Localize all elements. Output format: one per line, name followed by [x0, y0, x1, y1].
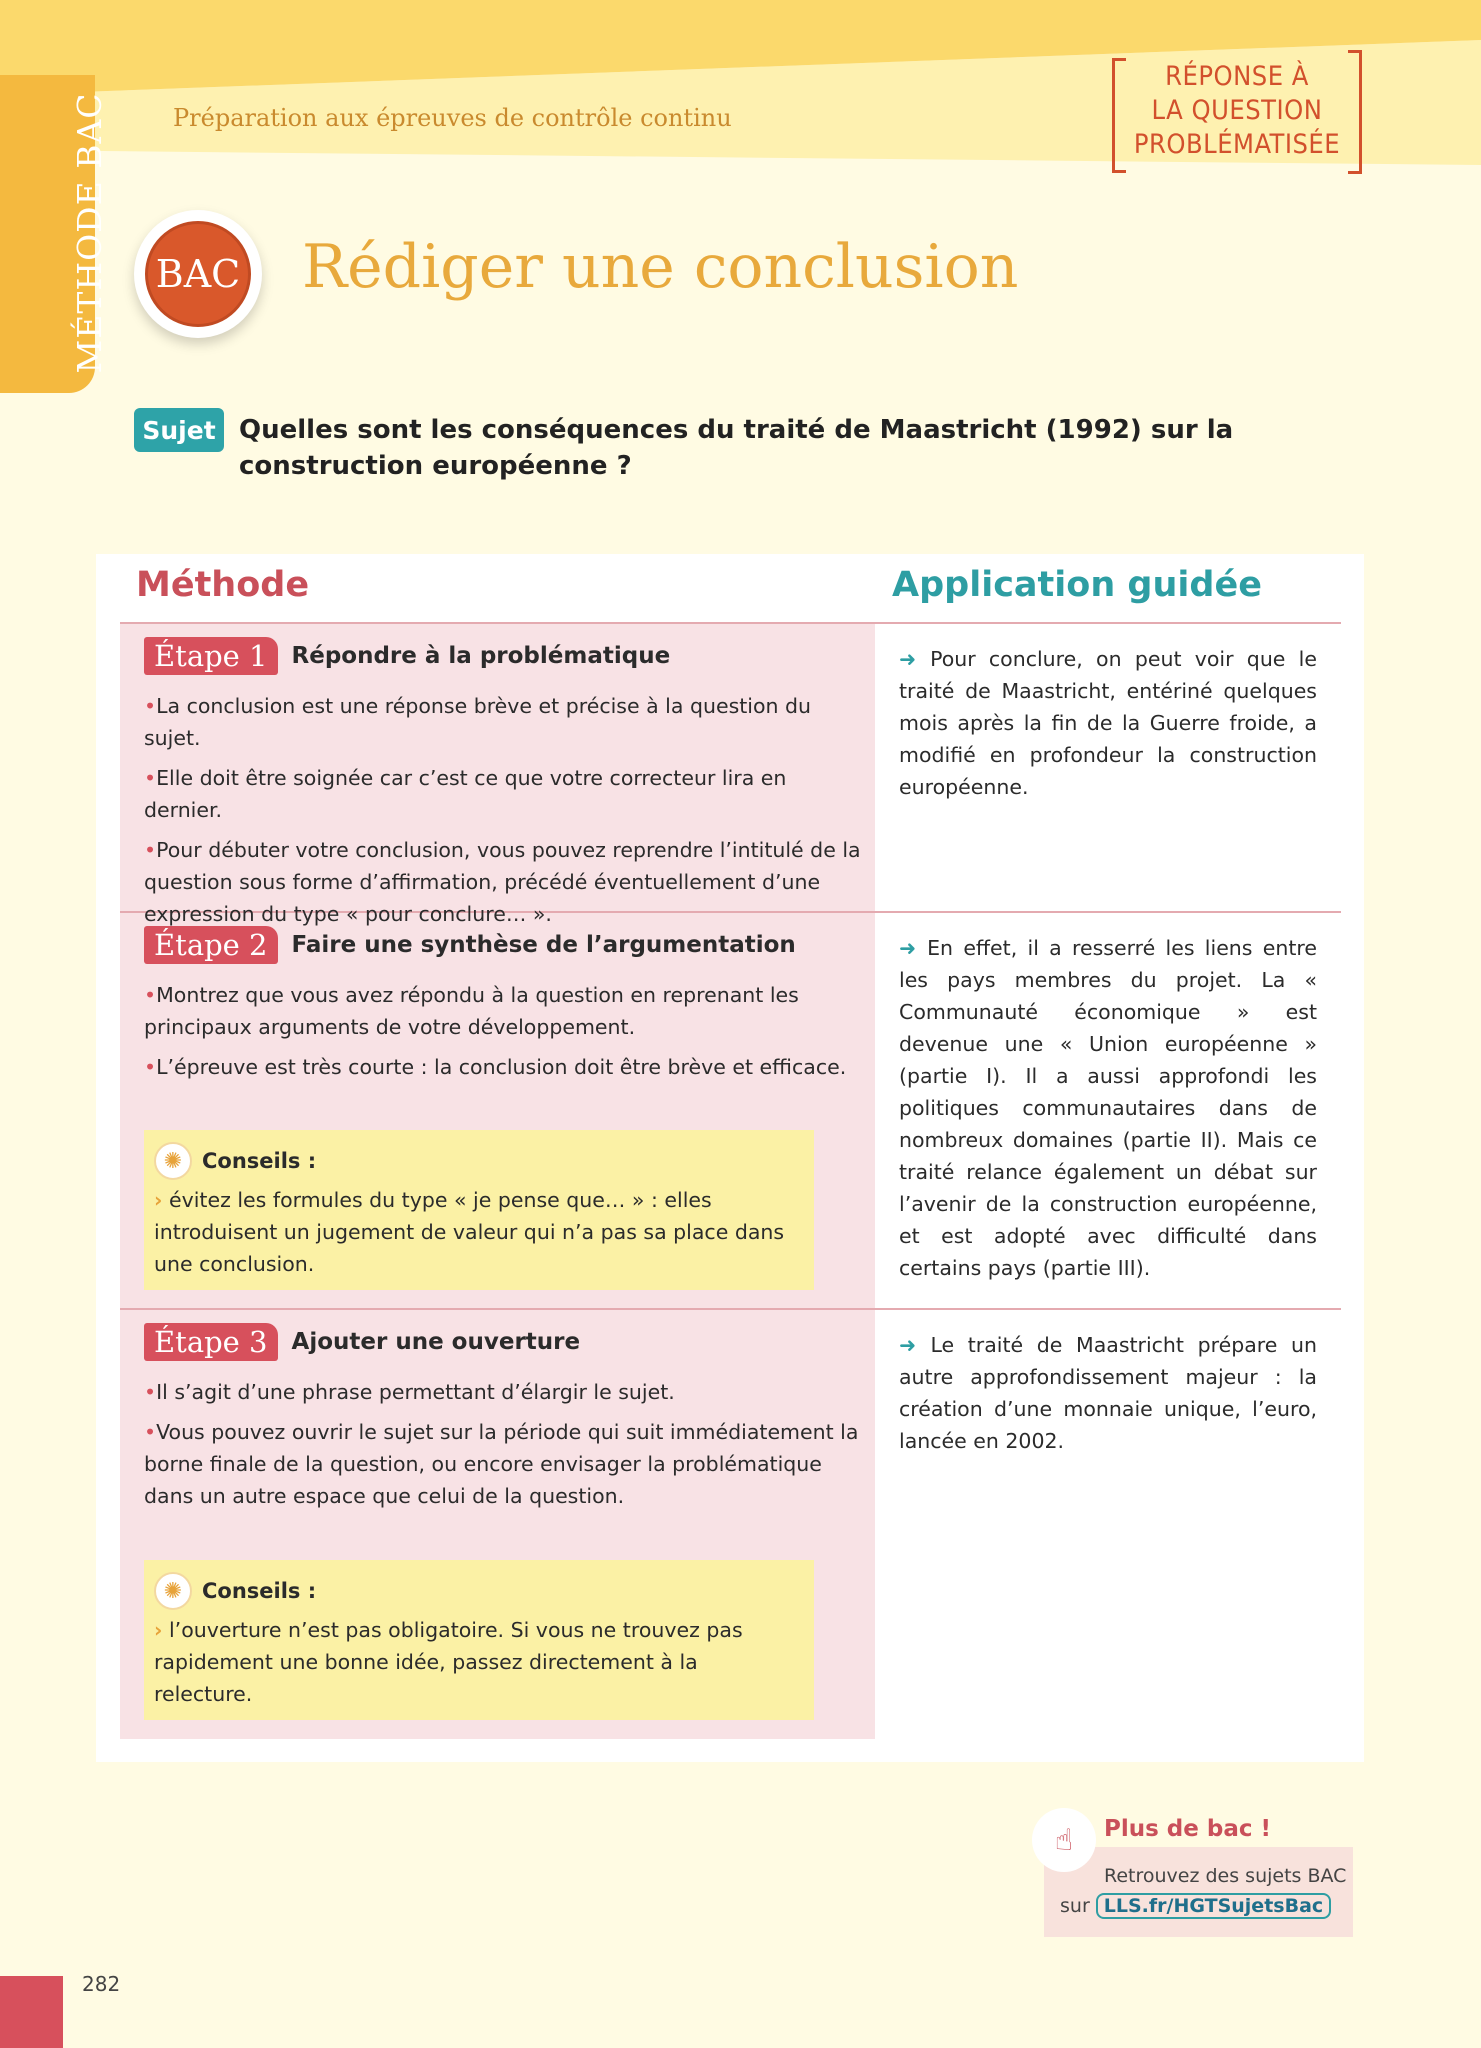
plus-de-bac-prefix: sur: [1060, 1895, 1090, 1917]
plus-de-bac-link-line: [1060, 1893, 1331, 1919]
etape-2-header: [144, 926, 796, 964]
divider: [120, 1308, 1341, 1310]
etape-3-text: •Il s’agit d’une phrase permettant d’élargir le sujet. •Vous pouvez ouvrir le sujet sur la période qui suit immédiatement la borne finale de la question, ou encore envisager la problématique dans un autre espace que celui de la question.: [144, 1380, 859, 1508]
bullet-text: Vous pouvez ouvrir le sujet sur la période qui suit immédiatement la borne finale de la question, ou encore envisager la problématique dans un autre espace que celui de la question.: [144, 1420, 859, 1508]
application-heading: Application guidée: [892, 565, 1262, 605]
reponse-line: RÉPONSE À: [1165, 61, 1309, 92]
lightbulb-icon: ✺: [154, 1142, 192, 1180]
application-text: En effet, il a resserré les liens entre les pays membres du projet. La « Communauté économique » est devenue une « Union européenne » (partie I). Il a aussi approfondi les politiques communautaires dans de nombreux domaines (partie II). Mais ce traité relance également un débat sur l’avenir de la construction européenne, et est adopté avec difficulté dans certains pays (partie III).: [899, 936, 1317, 1280]
application-1: [899, 643, 1317, 803]
arrow-icon: ➜: [899, 1333, 931, 1357]
application-2: [899, 932, 1317, 1284]
bullet-text: Elle doit être soignée car c’est ce que votre correcteur lira en dernier.: [144, 766, 787, 822]
page-number: 282: [82, 1972, 121, 1996]
etape-3-header: [144, 1323, 580, 1361]
conseil-text: l’ouverture n’est pas obligatoire. Si vous ne trouvez pas rapidement une bonne idée, passez directement à la relecture.: [154, 1618, 743, 1706]
application-text: Le traité de Maastricht prépare un autre approfondissement majeur : la création d’une monnaie unique, l’euro, lancée en 2002.: [899, 1333, 1317, 1453]
divider: [120, 622, 1341, 624]
chevron-right-icon: ›: [154, 1618, 163, 1642]
etape-title: Faire une synthèse de l’argumentation: [291, 932, 796, 958]
page-title: Rédiger une conclusion: [302, 232, 1019, 302]
conseil-box: [144, 1560, 814, 1720]
etape-tag: Étape 2: [144, 926, 278, 964]
etape-title: Répondre à la problématique: [291, 643, 671, 669]
bullet-text: Pour débuter votre conclusion, vous pouvez reprendre l’intitulé de la question sous forme d’affirmation, précédé éventuellement d’une expression du type « pour conclure… ».: [144, 838, 861, 926]
etape-1-header: [144, 637, 670, 675]
page-corner-mark: [0, 1976, 63, 2048]
bullet-text: L’épreuve est très courte : la conclusion doit être brève et efficace.: [156, 1055, 847, 1079]
side-tab-label: MÉTHODE BAC: [70, 92, 109, 374]
bullet-text: La conclusion est une réponse brève et précise à la question du sujet.: [144, 694, 812, 750]
application-3: [899, 1329, 1317, 1457]
chevron-right-icon: ›: [154, 1188, 163, 1212]
conseil-box: [144, 1130, 814, 1290]
methode-heading: Méthode: [136, 565, 310, 605]
conseil-text: évitez les formules du type « je pense que… » : elles introduisent un jugement de valeur qui n’a pas sa place dans une conclusion.: [154, 1188, 785, 1276]
arrow-icon: ➜: [899, 647, 931, 671]
application-text: Pour conclure, on peut voir que le traité de Maastricht, entériné quelques mois après la fin de la Guerre froide, a modifié en profondeur la construction européenne.: [899, 647, 1317, 799]
arrow-icon: ➜: [899, 936, 928, 960]
reponse-line: LA QUESTION: [1151, 95, 1323, 126]
bullet-text: Il s’agit d’une phrase permettant d’élargir le sujet.: [156, 1380, 675, 1404]
conseil-title: Conseils :: [202, 1579, 317, 1603]
reponse-line: PROBLÉMATISÉE: [1133, 129, 1341, 160]
pointing-hand-icon: ☝: [1032, 1808, 1096, 1872]
etape-1-text: •La conclusion est une réponse brève et précise à la question du sujet. •Elle doit être soignée car c’est ce que votre correcteur lira en dernier. •Pour débuter votre conclusion, vous pouvez reprendre l’intitulé de la question sous forme d’affirmation, précédé éventuellement d’une expression du type « pour conclure… ».: [144, 694, 861, 926]
etape-title: Ajouter une ouverture: [291, 1329, 581, 1355]
plus-de-bac-title: Plus de bac !: [1104, 1816, 1271, 1842]
sujet-tag: Sujet: [134, 408, 224, 452]
sujets-bac-link[interactable]: LLS.fr/HGTSujetsBac: [1096, 1893, 1331, 1919]
etape-tag: Étape 3: [144, 1323, 278, 1361]
bac-badge: [134, 210, 262, 338]
conseil-title: Conseils :: [202, 1149, 317, 1173]
sujet-question: Quelles sont les conséquences du traité de Maastricht (1992) sur la construction européenne ?: [239, 415, 1234, 481]
plus-de-bac-box: [1044, 1847, 1353, 1937]
reponse-stamp: [1112, 50, 1362, 176]
bullet-text: Montrez que vous avez répondu à la question en reprenant les principaux arguments de votre développement.: [144, 983, 799, 1039]
lightbulb-icon: ✺: [154, 1572, 192, 1610]
etape-2-text: •Montrez que vous avez répondu à la question en reprenant les principaux arguments de votre développement. •L’épreuve est très courte : la conclusion doit être brève et efficace.: [144, 983, 847, 1079]
prep-line: Préparation aux épreuves de contrôle continu: [173, 104, 732, 132]
plus-de-bac-text: Retrouvez des sujets BAC: [1104, 1865, 1347, 1887]
bac-badge-label: BAC: [142, 218, 254, 330]
etape-tag: Étape 1: [144, 637, 278, 675]
